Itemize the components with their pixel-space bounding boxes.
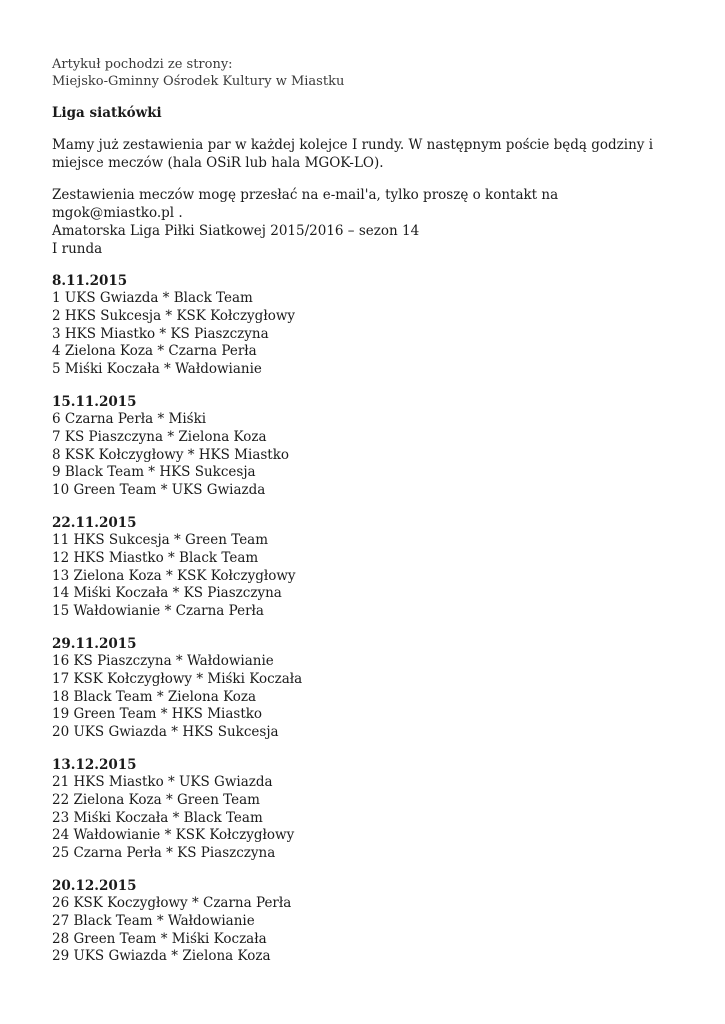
match-item: 1 UKS Gwiazda * Black Team (52, 290, 253, 306)
match-item: 29 UKS Gwiazda * Zielona Koza (52, 948, 271, 965)
match-item: 17 KSK Kołczygłowy * Miśki Koczała (52, 670, 303, 687)
match-item: 13 Zielona Koza * KSK Kołczygłowy (52, 567, 296, 584)
match-item: 27 Black Team * Wałdowianie (52, 912, 255, 929)
schedule (52, 272, 672, 966)
match-item: 19 Green Team * HKS Miastko (52, 706, 263, 723)
match-item: 5 Miśki Koczała * Wałdowianie (52, 361, 262, 378)
contact-block (52, 186, 672, 258)
round-block (52, 514, 672, 621)
match-item: 18 Black Team * Zielona Koza (52, 688, 257, 705)
match-item: 11 HKS Sukcesja * Green Team (52, 531, 269, 548)
match-item: 4 Zielona Koza * Czarna Perła (52, 343, 257, 360)
match-item: 26 KSK Koczygłowy * Czarna Perła (52, 894, 292, 911)
round-date: 13.12.2015 (52, 756, 137, 773)
source-label: Artykuł pochodzi ze strony: (52, 57, 233, 72)
round-date: 8.11.2015 (52, 273, 128, 289)
round-block (52, 393, 672, 500)
match-item: 9 Black Team * HKS Sukcesja (52, 464, 256, 481)
document-page (52, 56, 672, 966)
match-item: 6 Czarna Perła * Miśki (52, 410, 207, 427)
round-block (52, 635, 672, 742)
match-item: 3 HKS Miastko * KS Piaszczyna (52, 325, 269, 342)
match-item: 28 Green Team * Miśki Koczała (52, 930, 267, 947)
match-item: 16 KS Piaszczyna * Wałdowianie (52, 652, 274, 669)
round-block (52, 272, 672, 379)
match-item: 15 Wałdowianie * Czarna Perła (52, 603, 264, 620)
article-title: Liga siatkówki (52, 105, 162, 121)
round-date: 22.11.2015 (52, 514, 137, 531)
match-item: 25 Czarna Perła * KS Piaszczyna (52, 845, 276, 862)
source-site-name: Miejsko-Gminny Ośrodek Kultury w Miastku (52, 74, 345, 89)
match-item: 14 Miśki Koczała * KS Piaszczyna (52, 585, 282, 602)
match-item: 20 UKS Gwiazda * HKS Sukcesja (52, 724, 279, 741)
match-item: 21 HKS Miastko * UKS Gwiazda (52, 773, 273, 790)
round-label: I runda (52, 241, 103, 257)
round-date: 20.12.2015 (52, 877, 137, 894)
round-block (52, 756, 672, 863)
round-date: 15.11.2015 (52, 393, 137, 410)
match-item: 8 KSK Kołczygłowy * HKS Miastko (52, 446, 290, 463)
match-item: 10 Green Team * UKS Gwiazda (52, 482, 266, 499)
match-item: 12 HKS Miastko * Black Team (52, 549, 259, 566)
contact-line: Zestawienia meczów mogę przesłać na e-mail'a, tylko proszę o kontakt na mgok@miastko.pl . (52, 187, 559, 221)
league-name: Amatorska Liga Piłki Siatkowej 2015/2016 – sezon 14 (52, 223, 420, 239)
match-item: 2 HKS Sukcesja * KSK Kołczygłowy (52, 307, 296, 324)
match-item: 23 Miśki Koczała * Black Team (52, 809, 263, 826)
match-item: 22 Zielona Koza * Green Team (52, 791, 260, 808)
round-date: 29.11.2015 (52, 635, 137, 652)
round-block (52, 877, 672, 966)
match-item: 24 Wałdowianie * KSK Kołczygłowy (52, 827, 295, 844)
intro-paragraph: Mamy już zestawienia par w każdej kolejce I rundy. W następnym poście będą godziny i miejsce meczów (hala OSiR lub hala MGOK-LO). (52, 137, 654, 171)
match-item: 7 KS Piaszczyna * Zielona Koza (52, 428, 267, 445)
